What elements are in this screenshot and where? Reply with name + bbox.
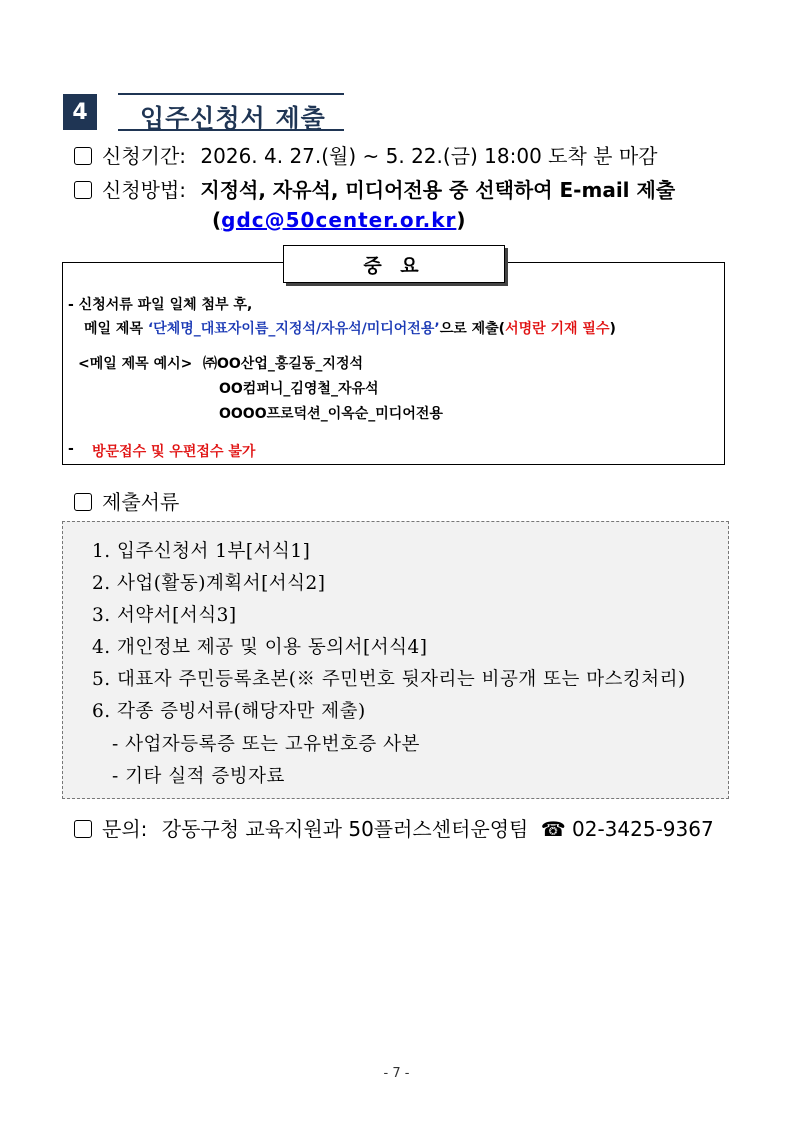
doc-item: 6. 각종 증빙서류(해당자만 제출) <box>92 701 366 722</box>
doc-item: 3. 서약서[서식3] <box>92 605 237 626</box>
period-label: 신청기간: <box>102 144 187 168</box>
line2-end: ) <box>609 321 616 337</box>
email-link[interactable]: gdc@50center.or.kr <box>221 208 457 232</box>
example-label: <메일 제목 예시> <box>78 356 193 372</box>
doc-item: 2. 사업(활동)계획서[서식2] <box>92 573 326 594</box>
method-value: 지정석, 자유석, 미디어전용 중 선택하여 E-mail 제출 <box>200 178 676 202</box>
no-visit-mail-note: 방문접수 및 우편접수 불가 <box>92 444 256 460</box>
checkbox-icon <box>74 493 92 511</box>
example-1: ㈜OO산업_홍길동_지정석 <box>203 356 363 372</box>
section-title-box <box>118 93 344 131</box>
period-value: 2026. 4. 27.(월) ~ 5. 22.(금) 18:00 도착 분 마감 <box>200 144 658 168</box>
section-title: 입주신청서 제출 <box>140 104 326 133</box>
example-2: OO컴퍼니_김영철_자유석 <box>219 381 379 397</box>
note-dash: - <box>68 441 74 457</box>
docs-heading <box>74 486 179 515</box>
contact-dept: 강동구청 교육지원과 50플러스센터운영팀 <box>161 817 529 841</box>
example-3: OOOO프로덕션_이옥순_미디어전용 <box>219 406 443 422</box>
method-line <box>74 174 675 203</box>
subject-format: ‘단체명_대표자이름_지정석/자유석/미디어전용’ <box>147 321 440 337</box>
signature-required: 서명란 기재 필수 <box>505 321 610 337</box>
contact-label: 문의: <box>102 817 148 841</box>
doc-item: 5. 대표자 주민등록초본(※ 주민번호 뒷자리는 비공개 또는 마스킹처리) <box>92 669 686 690</box>
checkbox-icon <box>74 820 92 838</box>
contact-line <box>74 813 714 842</box>
page-number: - 7 - <box>383 1066 410 1081</box>
doc-subitem: - 사업자등록증 또는 고유번호증 사본 <box>112 734 420 755</box>
email-open-paren: ( <box>212 208 222 232</box>
email-close-paren: ) <box>456 208 466 232</box>
doc-subitem: - 기타 실적 증빙자료 <box>112 766 285 787</box>
line2-mid: 으로 제출( <box>439 321 506 337</box>
doc-item: 1. 입주신청서 1부[서식1] <box>92 541 311 562</box>
phone-icon: ☎ <box>540 817 566 841</box>
important-line1: - 신청서류 파일 일체 첨부 후, <box>68 297 253 313</box>
important-line2 <box>84 318 616 338</box>
method-label: 신청방법: <box>102 178 187 202</box>
checkbox-icon <box>74 181 92 199</box>
contact-phone: 02-3425-9367 <box>572 817 714 841</box>
period-line <box>74 140 658 169</box>
email-line <box>212 208 466 232</box>
section-number: 4 <box>63 94 97 130</box>
important-tab: 중 요 <box>283 245 505 283</box>
line2-prefix: 메일 제목 <box>84 321 148 337</box>
doc-item: 4. 개인정보 제공 및 이용 동의서[서식4] <box>92 637 428 658</box>
checkbox-icon <box>74 147 92 165</box>
docs-label: 제출서류 <box>102 490 180 514</box>
